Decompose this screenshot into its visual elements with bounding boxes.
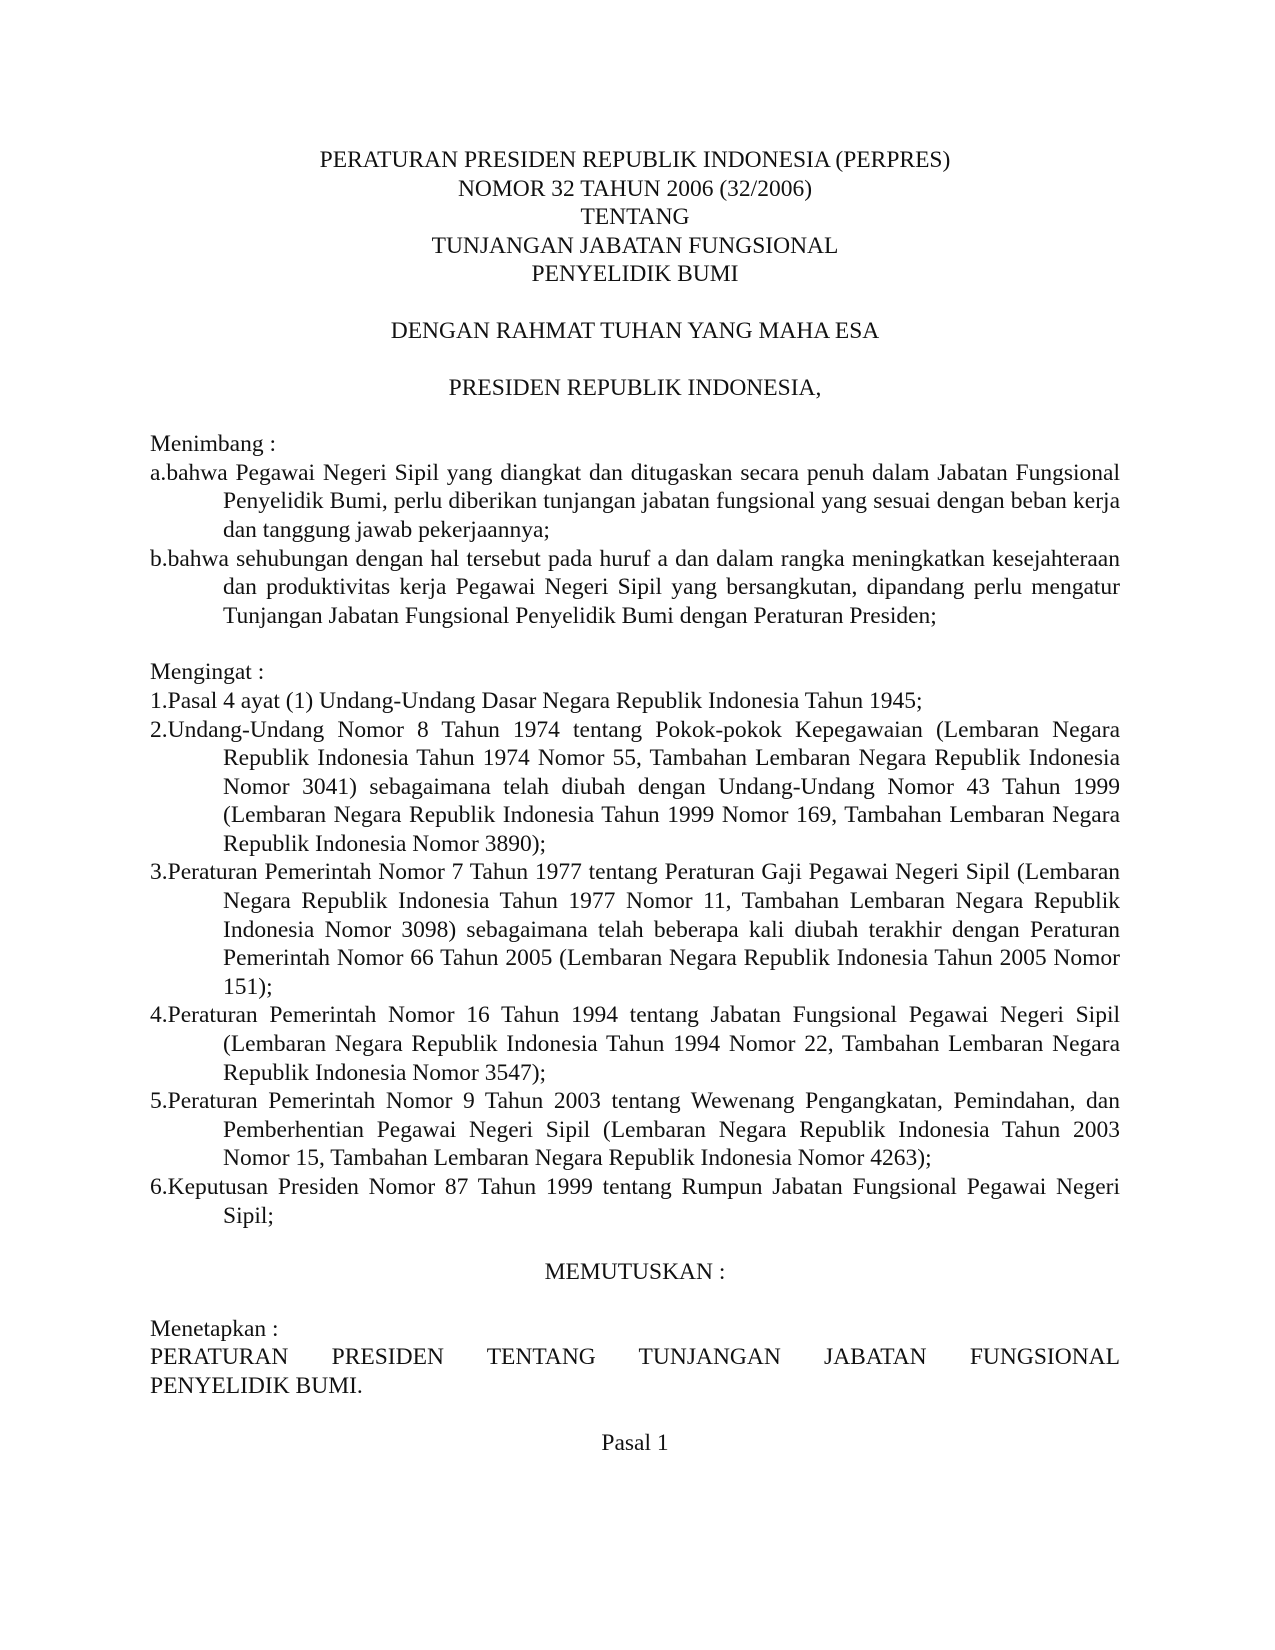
issuer: PRESIDEN REPUBLIK INDONESIA, — [448, 374, 822, 401]
item-text: Peraturan Pemerintah Nomor 7 Tahun 1977 tentang Peraturan Gaji Pegawai Negeri Sipil (Lembaran Negara Republik Indonesia Tahun 1977 Nomor 11, Tambahan Lembaran Negara Republik Indonesia Nomor 3098) sebagaimana telah beberapa kali diubah terakhir dengan Peraturan Pemerintah Nomor 66 Tahun 2005 (Lembaran Negara Republik Indonesia Tahun 2005 Nomor 151); — [167, 859, 1120, 1000]
item-text: bahwa sehubungan dengan hal tersebut pada huruf a dan dalam rangka meningkatkan kesejahteraan dan produktivitas kerja Pegawai Negeri Sipil yang bersangkutan, dipandang perlu mengatur Tunjangan Jabatan Fungsional Penyelidik Bumi dengan Peraturan Presiden; — [167, 545, 1120, 629]
item-text: Peraturan Pemerintah Nomor 9 Tahun 2003 tentang Wewenang Pengangkatan, Pemindahan, dan Pemberhentian Pegawai Negeri Sipil (Lembaran Negara Republik Indonesia Tahun 2003 Nomor 15, Tambahan Lembaran Negara Republik Indonesia Nomor 4263); — [167, 1088, 1120, 1172]
item-text: bahwa Pegawai Negeri Sipil yang diangkat dan ditugaskan secara penuh dalam Jabatan Fungsional Penyelidik Bumi, perlu diberikan tunjangan jabatan fungsional yang sesuai dengan beban kerja dan tanggung jawab pekerjaannya; — [166, 459, 1120, 543]
menetapkan-line-2: PENYELIDIK BUMI. — [150, 1372, 363, 1399]
mengingat-label: Mengingat : — [150, 659, 265, 686]
title-line-4: TUNJANGAN JABATAN FUNGSIONAL — [431, 232, 839, 259]
mengingat-item — [150, 858, 1120, 1001]
item-marker: 5. — [150, 1088, 168, 1115]
mengingat-item — [150, 716, 1120, 859]
menimbang-section — [150, 430, 1120, 630]
item-marker: 3. — [150, 859, 168, 886]
menimbang-label: Menimbang : — [150, 431, 276, 458]
item-marker: 4. — [150, 1002, 168, 1029]
title-line-5: PENYELIDIK BUMI — [531, 261, 739, 288]
regulation-title — [150, 146, 1120, 289]
title-line-3: TENTANG — [580, 204, 690, 231]
menetapkan-line-1: PERATURAN PRESIDEN TENTANG TUNJANGAN JABATAN FUNGSIONAL — [150, 1344, 1120, 1371]
mengingat-item — [150, 1173, 1120, 1230]
mengingat-item — [150, 687, 1120, 716]
menimbang-item — [150, 459, 1120, 545]
item-text: Undang-Undang Nomor 8 Tahun 1974 tentang Pokok-pokok Kepegawaian (Lembaran Negara Republik Indonesia Tahun 1974 Nomor 55, Tambahan Lembaran Negara Republik Indonesia Nomor 3041) sebagaimana telah diubah dengan Undang-Undang Nomor 43 Tahun 1999 (Lembaran Negara Republik Indonesia Tahun 1999 Nomor 169, Tambahan Lembaran Negara Republik Indonesia Nomor 3890); — [167, 716, 1120, 857]
item-marker: 6. — [150, 1174, 168, 1200]
mengingat-item — [150, 1087, 1120, 1173]
mengingat-section — [150, 658, 1120, 1230]
menimbang-item — [150, 545, 1120, 631]
item-marker: b. — [150, 545, 168, 572]
title-line-2: NOMOR 32 TAHUN 2006 (32/2006) — [457, 175, 813, 202]
item-marker: a. — [150, 459, 167, 486]
item-text: Keputusan Presiden Nomor 87 Tahun 1999 tentang Rumpun Jabatan Fungsional Pegawai Negeri Sipil; — [167, 1174, 1120, 1229]
menetapkan-label: Menetapkan : — [150, 1315, 279, 1342]
pasal-heading: Pasal 1 — [601, 1429, 669, 1456]
item-text: Peraturan Pemerintah Nomor 16 Tahun 1994 tentang Jabatan Fungsional Pegawai Negeri Sipil (Lembaran Negara Republik Indonesia Tahun 1994 Nomor 22, Tambahan Lembaran Negara Republik Indonesia Nomor 3547); — [167, 1002, 1120, 1086]
document-page — [150, 146, 1120, 1457]
memutuskan-heading: MEMUTUSKAN : — [544, 1259, 726, 1286]
item-marker: 1. — [150, 687, 168, 714]
item-marker: 2. — [150, 716, 168, 743]
invocation: DENGAN RAHMAT TUHAN YANG MAHA ESA — [390, 317, 880, 344]
mengingat-item — [150, 1001, 1120, 1087]
item-text: Pasal 4 ayat (1) Undang-Undang Dasar Negara Republik Indonesia Tahun 1945; — [167, 687, 923, 714]
menetapkan-section — [150, 1315, 1120, 1401]
title-line-1: PERATURAN PRESIDEN REPUBLIK INDONESIA (PERPRES) — [319, 147, 951, 173]
